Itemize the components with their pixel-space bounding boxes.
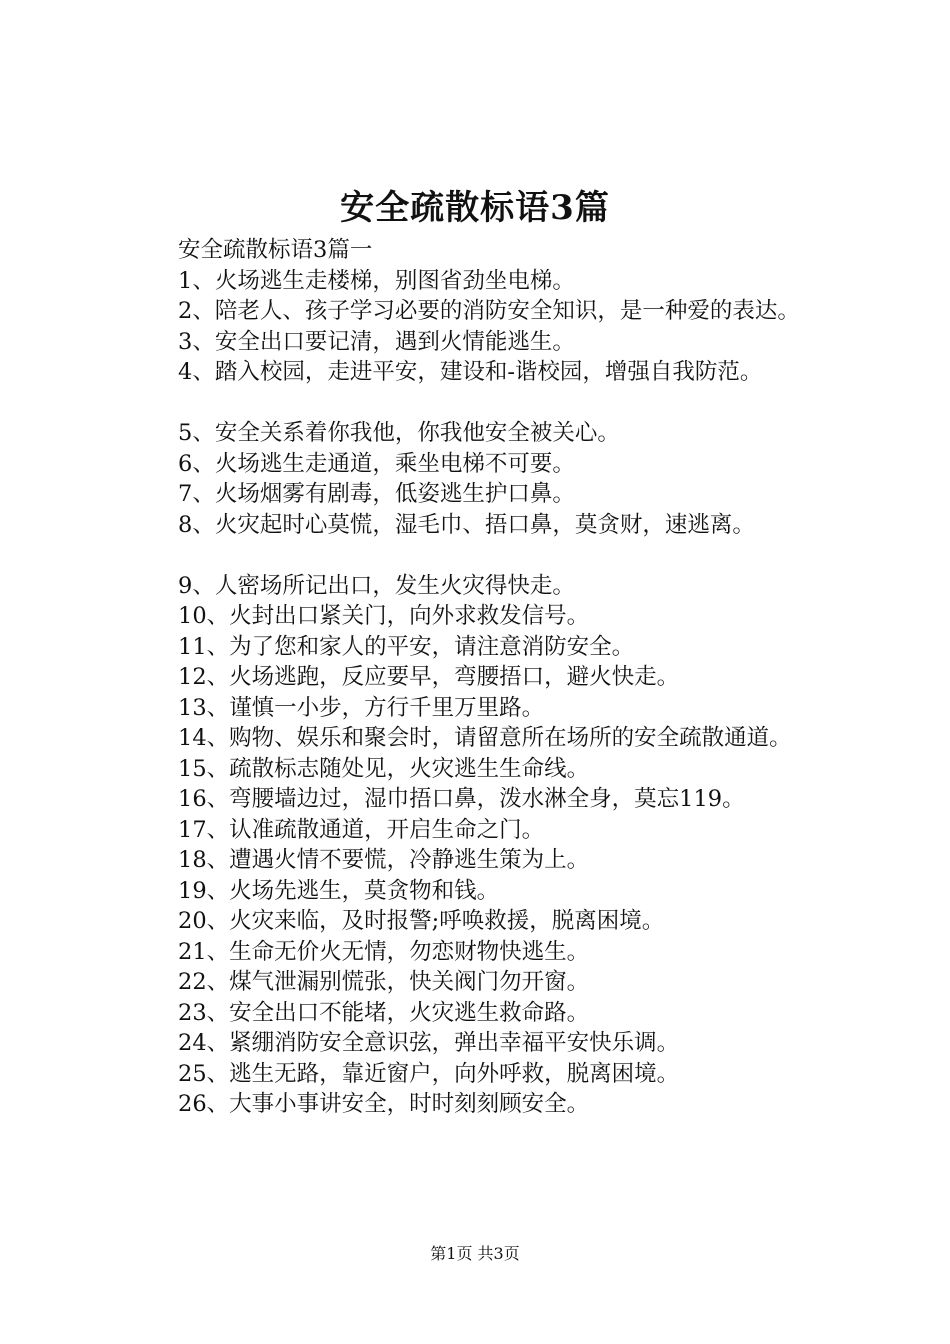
slogan-item: 14、购物、娱乐和聚会时，请留意所在场所的安全疏散通道。 — [178, 725, 792, 751]
slogan-item: 4、踏入校园，走进平安，建设和-谐校园，增强自我防范。 — [178, 359, 763, 385]
slogan-item: 9、人密场所记出口，发生火灾得快走。 — [178, 572, 575, 599]
slogan-item: 8、火灾起时心莫慌，湿毛巾、捂口鼻，莫贪财，速逃离。 — [178, 511, 755, 538]
slogan-item: 26、大事小事讲安全，时时刻刻顾安全。 — [178, 1091, 590, 1117]
section-heading: 安全疏散标语3篇一 — [178, 237, 373, 263]
document-title: 安全疏散标语3篇 — [340, 188, 610, 228]
slogan-item: 5、安全关系着你我他，你我他安全被关心。 — [178, 420, 620, 446]
slogan-item: 18、遭遇火情不要慌，冷静逃生策为上。 — [178, 847, 590, 873]
slogan-item: 19、火场先逃生，莫贪物和钱。 — [178, 877, 500, 904]
slogan-item: 6、火场逃生走通道，乘坐电梯不可要。 — [178, 450, 575, 477]
slogan-item: 22、煤气泄漏别慌张，快关阀门勿开窗。 — [178, 969, 590, 995]
slogan-item: 20、火灾来临，及时报警;呼唤救援，脱离困境。 — [178, 908, 665, 934]
slogan-item: 23、安全出口不能堵，火灾逃生救命路。 — [178, 999, 590, 1026]
slogan-item: 2、陪老人、孩子学习必要的消防安全知识，是一种爱的表达。 — [178, 298, 800, 324]
slogan-item: 13、谨慎一小步，方行千里万里路。 — [178, 694, 545, 721]
slogan-item: 25、逃生无路，靠近窗户，向外呼救，脱离困境。 — [178, 1060, 680, 1087]
slogan-item: 7、火场烟雾有剧毒，低姿逃生护口鼻。 — [178, 481, 575, 507]
slogan-item: 24、紧绷消防安全意识弦，弹出幸福平安快乐调。 — [178, 1030, 680, 1056]
slogan-item: 1、火场逃生走楼梯，别图省劲坐电梯。 — [178, 267, 575, 294]
slogan-item: 15、疏散标志随处见，火灾逃生生命线。 — [178, 755, 590, 782]
slogan-item: 21、生命无价火无情，勿恋财物快逃生。 — [178, 938, 590, 965]
slogan-item: 3、安全出口要记清，遇到火情能逃生。 — [178, 328, 575, 355]
document-body — [128, 235, 846, 1120]
slogan-item: 17、认准疏散通道，开启生命之门。 — [178, 816, 545, 843]
slogan-item: 16、弯腰墙边过，湿巾捂口鼻，泼水淋全身，莫忘119。 — [178, 786, 745, 812]
slogan-item: 12、火场逃跑，反应要早，弯腰捂口，避火快走。 — [178, 664, 680, 690]
slogan-item: 11、为了您和家人的平安，请注意消防安全。 — [178, 633, 635, 660]
slogan-item: 10、火封出口紧关门，向外求救发信号。 — [178, 603, 590, 629]
page-footer: 第1页 共3页 — [430, 1244, 520, 1263]
